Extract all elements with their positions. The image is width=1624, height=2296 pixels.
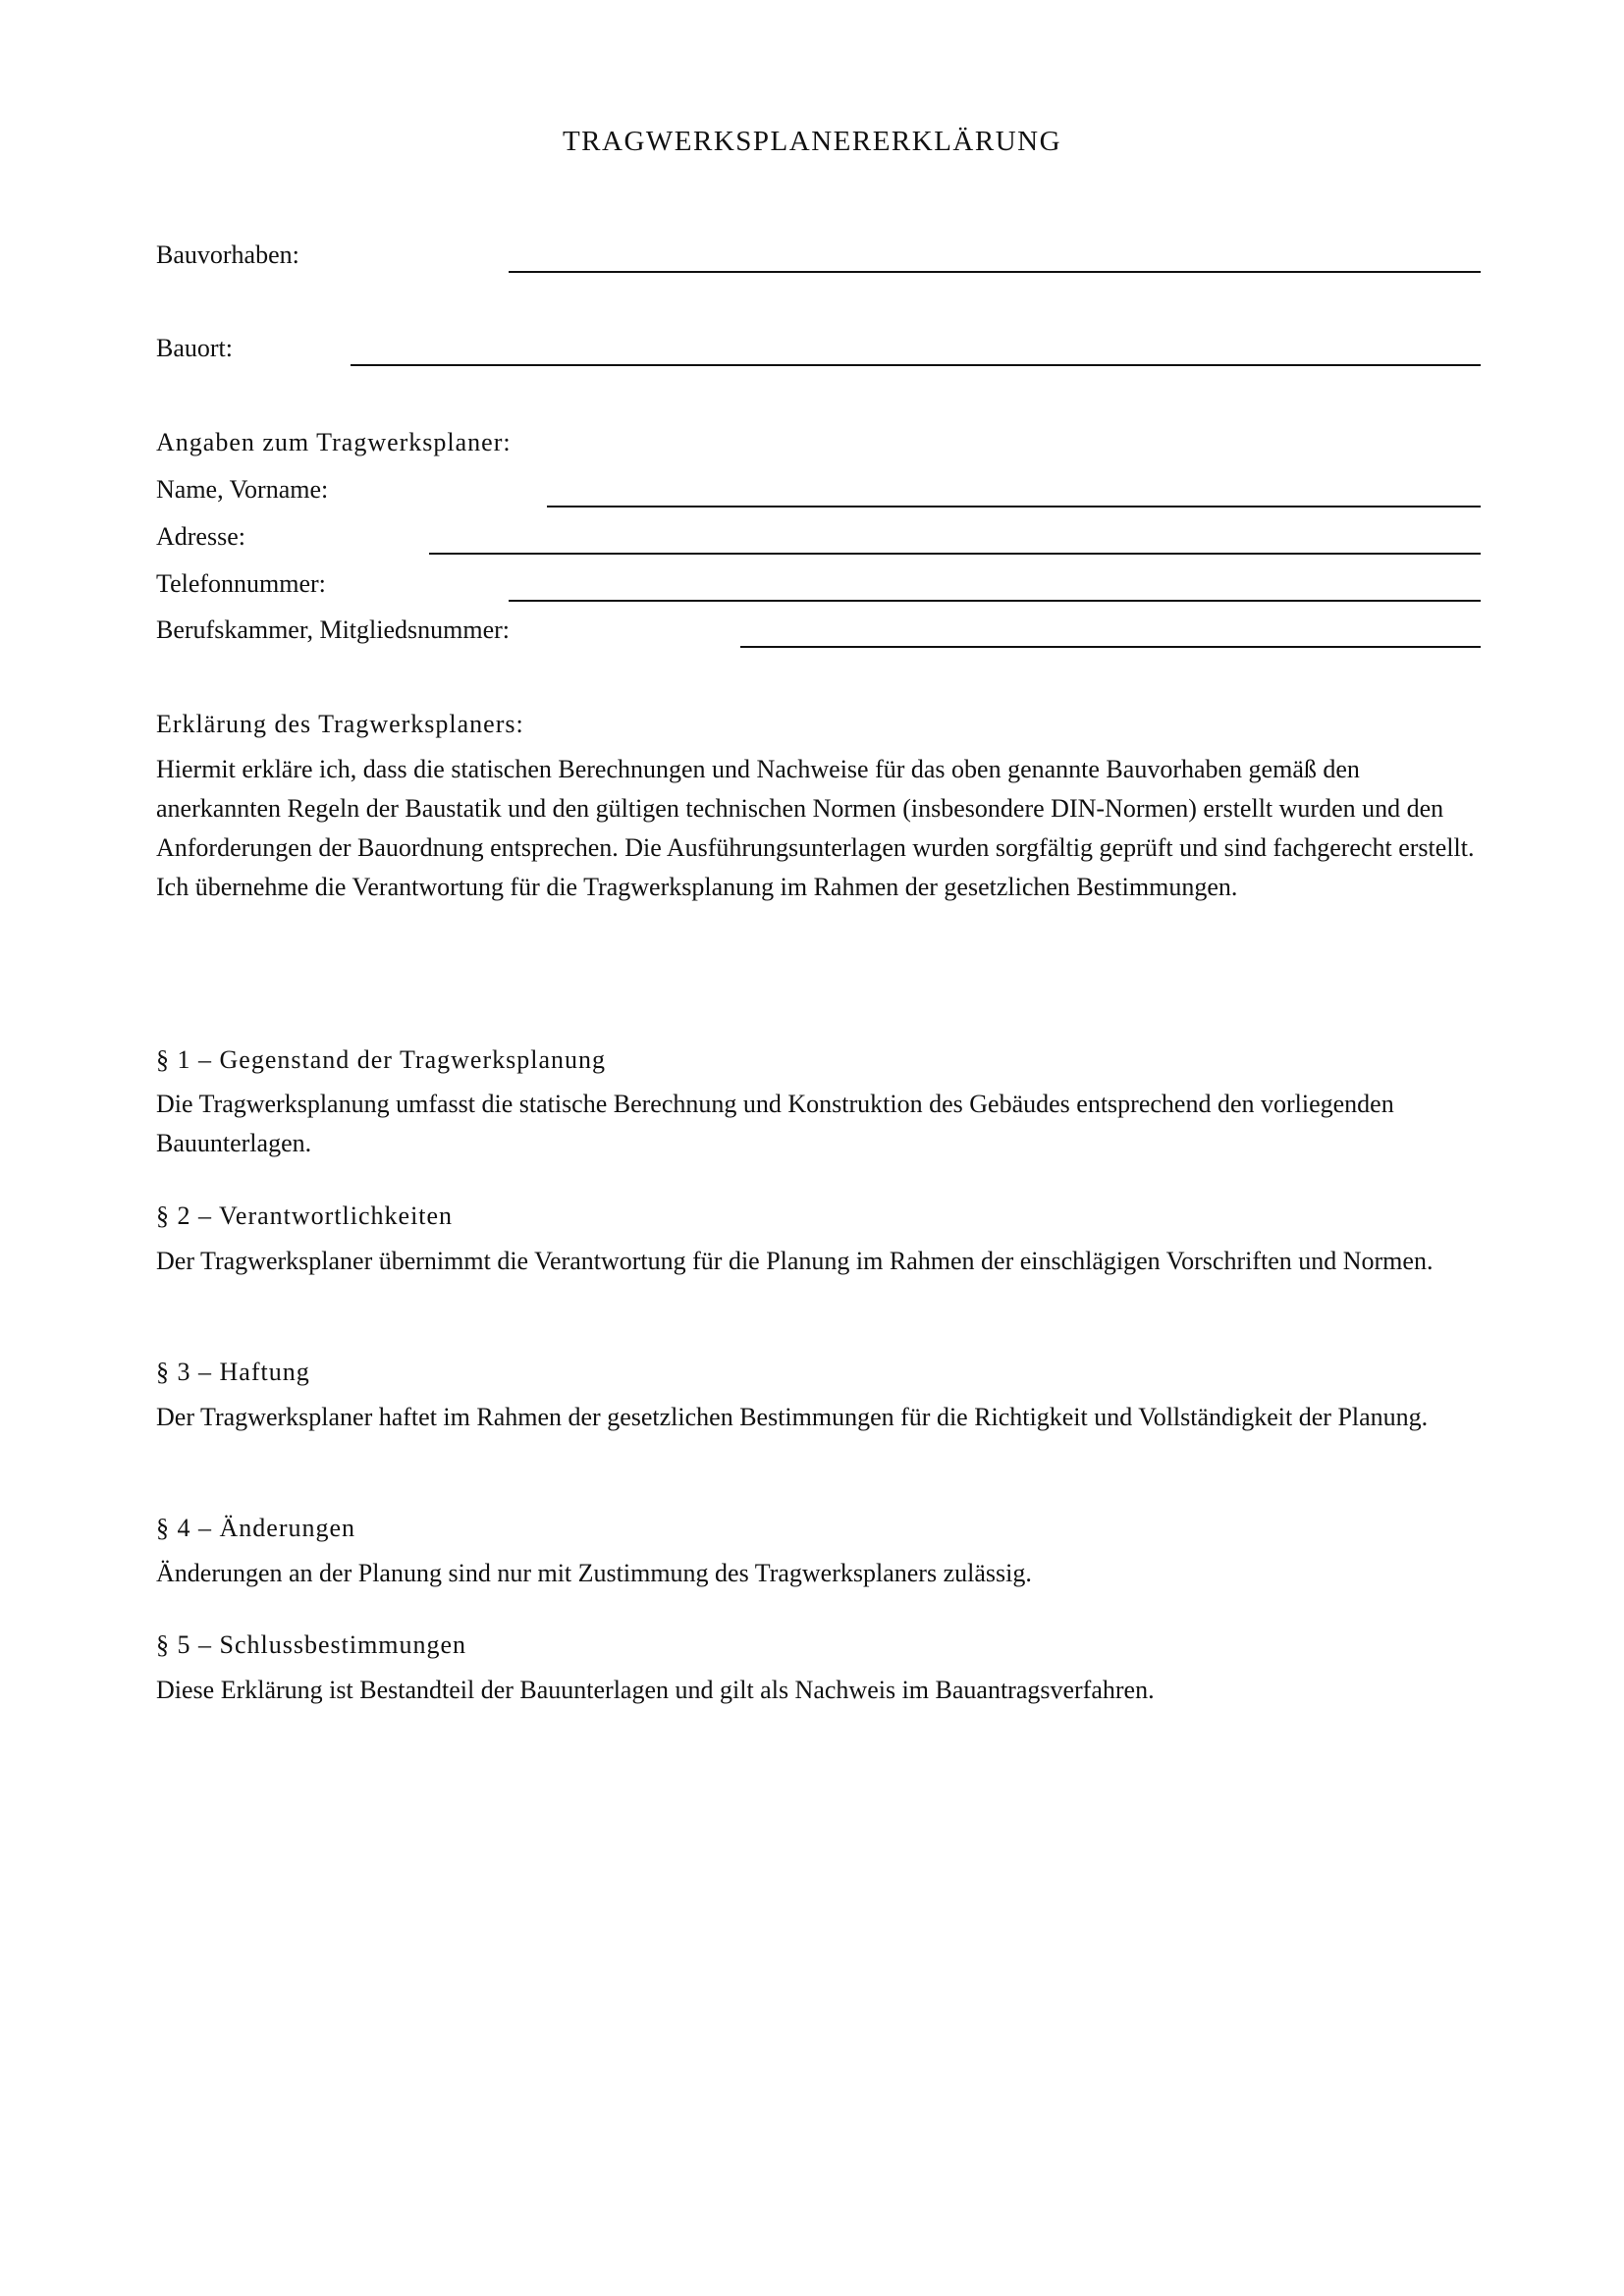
bauvorhaben-field-line[interactable]: [509, 271, 1481, 273]
adresse-field-line[interactable]: [429, 553, 1481, 555]
section-1-text: Die Tragwerksplanung umfasst die statische Berechnung und Konstruktion des Gebäudes entsprechend den vorliegenden Bauunterlagen.: [156, 1090, 1394, 1157]
bauvorhaben-label: Bauvorhaben:: [156, 240, 299, 269]
planer-heading: Angaben zum Tragwerksplaner:: [156, 428, 512, 456]
section-5-text: Diese Erklärung ist Bestandteil der Bauunterlagen und gilt als Nachweis im Bauantragsverfahren.: [156, 1676, 1155, 1704]
section-3-text: Der Tragwerksplaner haftet im Rahmen der gesetzlichen Bestimmungen für die Richtigkeit und Vollständigkeit der Planung.: [156, 1403, 1429, 1431]
telefon-label: Telefonnummer:: [156, 569, 326, 598]
section-2-text: Der Tragwerksplaner übernimmt die Verantwortung für die Planung im Rahmen der einschlägigen Vorschriften und Normen.: [156, 1247, 1434, 1275]
section-2-heading: § 2 – Verantwortlichkeiten: [156, 1201, 454, 1230]
adresse-label: Adresse:: [156, 522, 245, 551]
section-4-text: Änderungen an der Planung sind nur mit Zustimmung des Tragwerksplaners zulässig.: [156, 1559, 1032, 1587]
kammer-field-line[interactable]: [740, 646, 1481, 648]
section-3-heading: § 3 – Haftung: [156, 1358, 310, 1386]
document-title: TRAGWERKSPLANERERKLÄRUNG: [562, 126, 1062, 157]
name-field-line[interactable]: [547, 506, 1481, 507]
bauort-field-line[interactable]: [351, 364, 1481, 366]
erklaerung-heading: Erklärung des Tragwerksplaners:: [156, 710, 524, 738]
section-4-heading: § 4 – Änderungen: [156, 1514, 356, 1542]
erklaerung-text: Hiermit erkläre ich, dass die statischen Berechnungen und Nachweise für das oben genannte Bauvorhaben gemäß den anerkannten Regeln der Baustatik und den gültigen technischen Normen (insbesondere DIN-Normen) erstellt wurden und den Anforderungen der Bauordnung entsprechen. Die Ausführungsunterlagen wurden sorgfältig geprüft und sind fachgerecht erstellt. Ich übernehme die Verantwortung für die Tragwerksplanung im Rahmen der gesetzlichen Bestimmungen.: [156, 755, 1475, 901]
name-label: Name, Vorname:: [156, 475, 329, 504]
telefon-field-line[interactable]: [509, 600, 1481, 602]
section-5-heading: § 5 – Schlussbestimmungen: [156, 1630, 467, 1659]
kammer-label: Berufskammer, Mitgliedsnummer:: [156, 615, 511, 644]
bauort-label: Bauort:: [156, 334, 233, 362]
section-1-heading: § 1 – Gegenstand der Tragwerksplanung: [156, 1045, 606, 1074]
